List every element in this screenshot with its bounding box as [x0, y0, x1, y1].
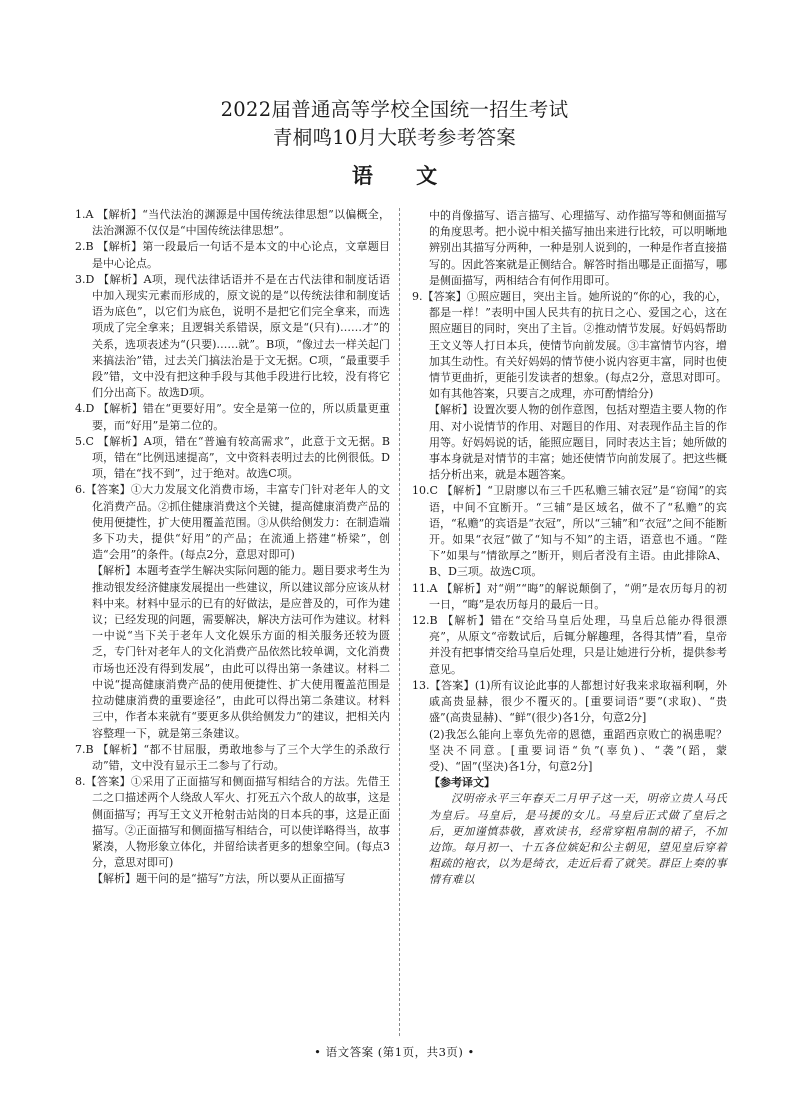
- answer-4: 4.D 【解析】错在“更要好用”。安全是第一位的，所以质量更重要，而“好用”是第二位的。: [75, 402, 390, 432]
- right-column: [412, 208, 727, 889]
- answer-12: 12.B 【解析】错在“交给马皇后处理，马皇后总能办得很漂亮”，从原文“帝数试后，后辄分解趣理，各得其情”看，皇帝并没有把事情交给马皇后处理，只是让她进行分析，提供参考意见。: [412, 614, 727, 676]
- analysis-6: 【解析】本题考查学生解决实际问题的能力。题目要求考生为推动银发经济健康发展提出一些建议，所以建议部分应该从材料中来。材料中显示的已有的好做法，是应普及的，可作为建议；已经发现的问题，需要解决，解决方法可作为建议。材料一中说“当下关于老年人文化娱乐方面的相关服务还较为匮乏，专门针对老年人的文化消费产品依然比较单调，文化消费市场也还没有得到发展”，由此可以得出第一条建议。材料二中说“提高健康消费产品的使用便捷性、扩大使用覆盖范围是拉动健康消费的重要途径”，由此可以得出第二条建议。材料三中，作者本来就有“要更多从供给侧发力”的建议，把相关内容整理一下，就是第三条建议。: [92, 564, 390, 740]
- answer-9: 9.【答案】①照应题目，突出主旨。她所说的“你的心，我的心，都是一样！”表明中国人民共有的抗日之心、爱国之心，这在照应题目的同时，突出了主旨。②推动情节发展。好妈妈帮助王文义等人打日本兵，使情节向前发展。③丰富情节内容，增加其生动性。有关好妈妈的情节使小说内容更丰富，同时也使情节更曲折，更能引发读者的想象。(每点2分，意思对即可。如有其他答案，只要言之成理，亦可酌情给分): [412, 290, 727, 401]
- exam-title: 2022届普通高等学校全国统一招生考试: [220, 98, 569, 121]
- page-footer: • 语文答案 (第1页，共3页) •: [314, 1045, 475, 1059]
- answer-5: 5.C 【解析】A项，错在“普遍有较高需求”，此意于文无据。B项，错在“比例迅速提高”，文中资料表明过去的比例很低。D项，错在“找不到”，过于绝对。故选C项。: [75, 434, 390, 481]
- left-column: [75, 207, 390, 888]
- answer-6: 6.【答案】①大力发展文化消费市场，丰富专门针对老年人的文化消费产品。②抓住健康消费这个关键，提高健康消费产品的使用便捷性，扩大使用覆盖范围。③从供给侧发力：在制造端多下功夫，提供“好用”的产品；在流通上搭建“桥梁”，创造“会用”的条件。(每点2分，意思对即可): [75, 483, 390, 562]
- subject-title: 语 文: [351, 163, 456, 188]
- page-header: [0, 96, 789, 190]
- column-divider: [399, 208, 400, 1036]
- answer-11: 11.A 【解析】对“朔”“晦”的解说颠倒了，“朔”是农历每月的初一日，“晦”是农历每月的最后一日。: [412, 581, 727, 611]
- analysis-8-cont: 中的肖像描写、语言描写、心理描写、动作描写等和侧面描写的角度思考。把小说中相关描写抽出来进行比较，可以明晰地辨别出其描写分两种，一种是别人说到的，一种是作者直接描写的。因此答案就是正侧结合。解答时指出哪是正面描写，哪是侧面描写，两相结合有何作用即可。: [429, 209, 727, 287]
- answer-13-2: (2)我怎么能向上辜负先帝的恩德，重蹈西京败亡的祸患呢？坚决不同意。[重要词语“负”(辜负)、“袭”(蹈，蒙受)、“固”(坚决)各1分，句意2分]: [429, 727, 727, 773]
- translation-text: 汉明帝永平三年春天二月甲子这一天，明帝立贵人马氏为皇后。马皇后，是马援的女儿。马皇后正式做了皇后之后，更加谨慎恭敬，喜欢读书，经常穿粗帛制的裙子，不加边饰。每月初一、十五各位嫔妃和公主朝见，望见皇后穿着粗疏的袍衣，以为是绮衣，走近后看了就笑。群臣上奏的事情有难以: [429, 792, 727, 887]
- answer-2: 2.B 【解析】第一段最后一句话不是本文的中心论点，文章题目是中心论点。: [75, 240, 390, 270]
- exam-subtitle: 青桐鸣10月大联考参考答案: [272, 126, 517, 149]
- answer-10: 10.C 【解析】“卫尉廖以布三千匹私赡三辅衣冠”是“窃闻”的宾语，中间不宜断开。“三辅”是区域名，做不了“私赡”的宾语，“私赡”的宾语是“衣冠”，所以“三辅”和“衣冠”之间不能断开。如果“衣冠”做了“知与不知”的主语，语意也不通。“陛下”如果与“情欲厚之”断开，则后者没有主语。由此排除A、B、D三项。故选C项。: [412, 484, 727, 579]
- answer-7: 7.B 【解析】“都不甘屈服，勇敢地参与了三个大学生的杀敌行动”错，文中没有显示王二参与了行动。: [75, 742, 390, 772]
- translation-title: 【参考译文】: [429, 776, 495, 790]
- answer-3: 3.D 【解析】A项，现代法律话语并不是在古代法律和制度话语中加入现实元素而形成的，原文说的是“以传统法律和制度话语为底色”，以它们为底色，说明不是把它们完全拿来，而选项成了完全拿来；且逻辑关系错误，原文是“(只有)……才”的关系，选项表述为“(只要)……就”。B项，“像过去一样关起门来搞法治”错，过去关门搞法治是于文无据。C项，“最重要手段”错，文中没有把这种手段与其他手段进行比较，没有将它们分出高下。故选D项。: [75, 272, 390, 400]
- answer-8: 8.【答案】①采用了正面描写和侧面描写相结合的方法。先借王二之口描述两个人绕敌人军火、打死五六个敌人的故事，这是侧面描写；再写王文义开枪射击站岗的日本兵的事，这是正面描写。②正面描写和侧面描写相结合，可以使详略得当，故事紧凑，人物形象立体化，并留给读者更多的想象空间。(每点3分，意思对即可): [75, 775, 390, 870]
- analysis-9: 【解析】设置次要人物的创作意图，包括对塑造主要人物的作用、对小说情节的作用、对题目的作用、对表现作品主旨的作用等。好妈妈说的话，能照应题目，同时表达主旨；她所做的事本身就是对情节的丰富；她还使情节向前发展了。把这些概括分析出来，就是本题答案。: [429, 403, 727, 482]
- answer-1: 1.A 【解析】“当代法治的渊源是中国传统法律思想”以偏概全，法治渊源不仅仅是“中国传统法律思想”。: [75, 208, 390, 238]
- answer-13: 13.【答案】(1)所有议论此事的人都想讨好我来求取福利啊，外戚高贵显赫，很少不覆灭的。[重要词语“要”(求取)、“贵盛”(高贵显赫)、“鲜”(很少)各1分，句意2分]: [412, 678, 727, 725]
- analysis-8: 【解析】题干问的是“描写”方法，所以要从正面描写: [92, 872, 346, 886]
